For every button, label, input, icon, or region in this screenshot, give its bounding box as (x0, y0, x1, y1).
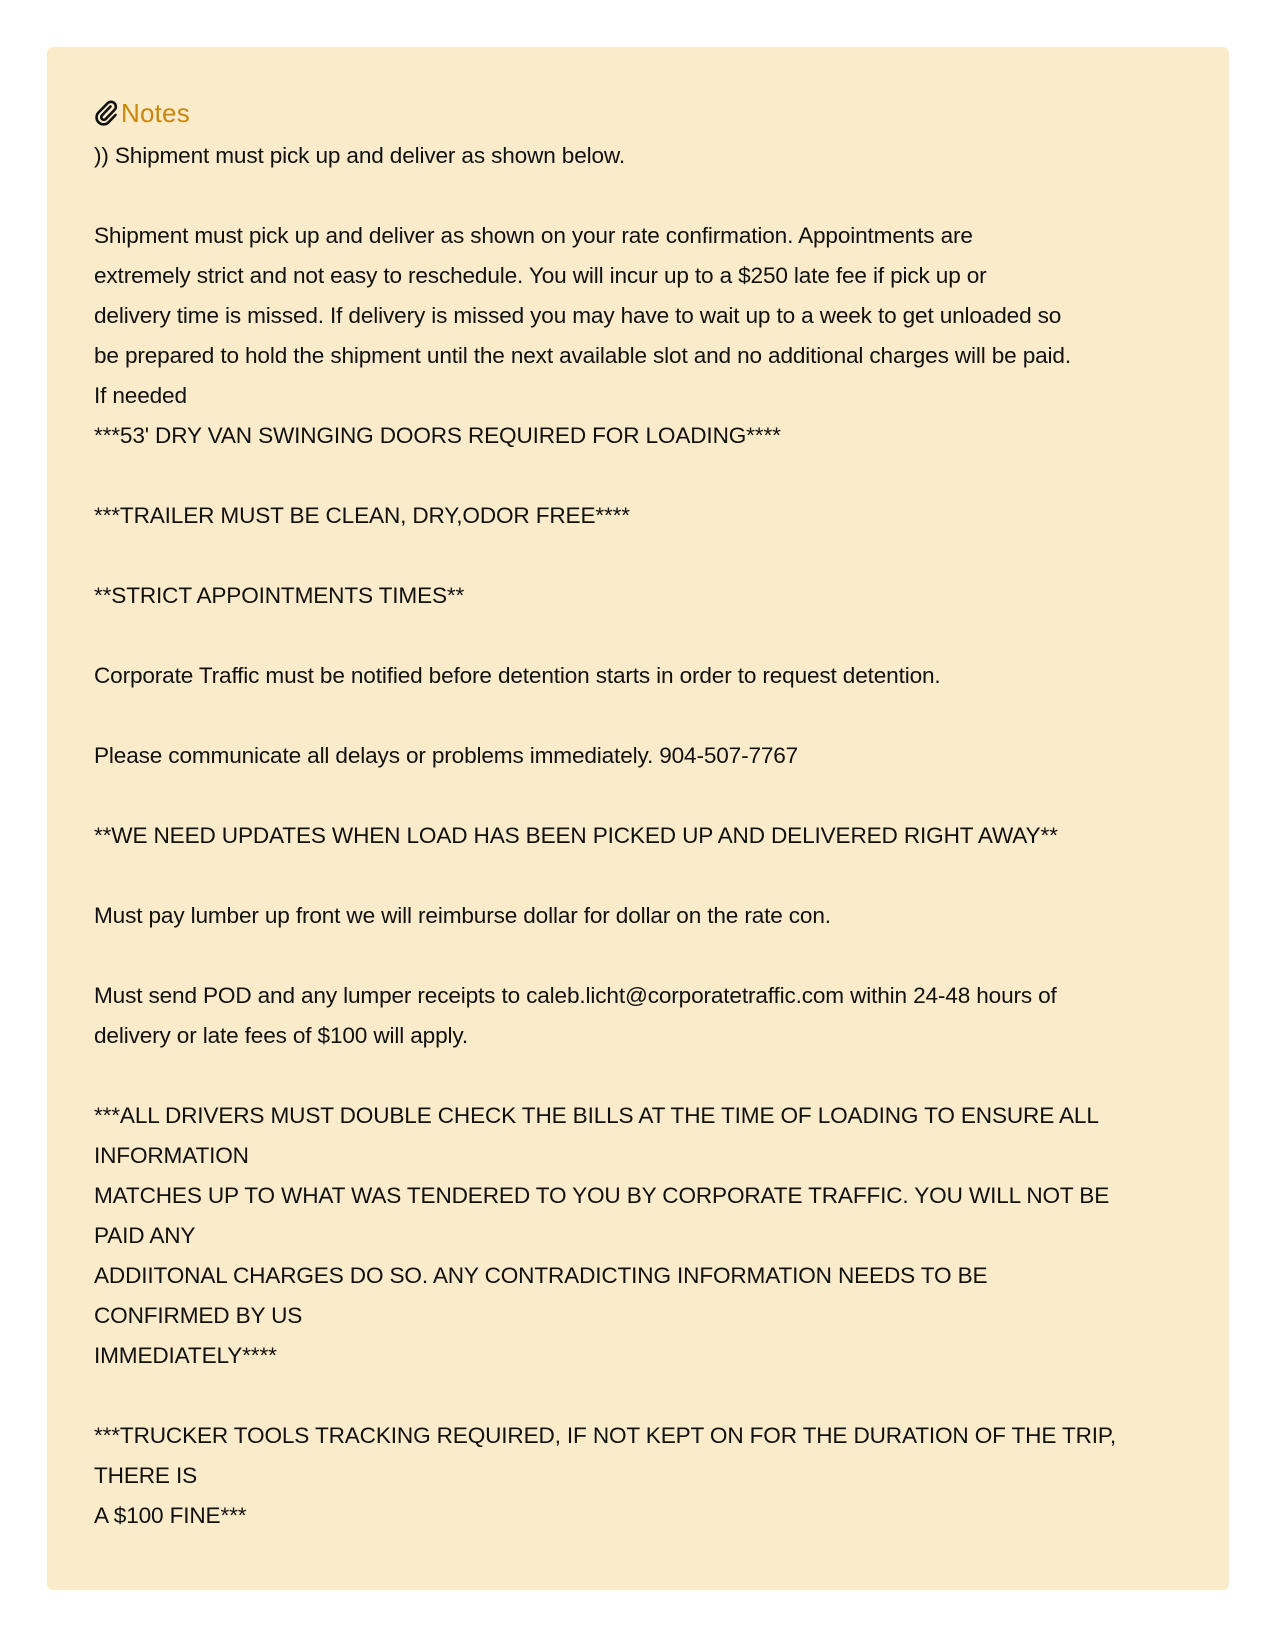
note-line: ***ALL DRIVERS MUST DOUBLE CHECK THE BILLS AT THE TIME OF LOADING TO ENSURE ALL (94, 1103, 1099, 1128)
note-line: ***TRAILER MUST BE CLEAN, DRY,ODOR FREE**** (94, 503, 630, 528)
blank-line (94, 176, 1182, 216)
note-line: **STRICT APPOINTMENTS TIMES** (94, 583, 465, 608)
note-line: delivery time is missed. If delivery is missed you may have to wait up to a week to get unloaded so (94, 303, 1062, 328)
note-line: Please communicate all delays or problems immediately. 904-507-7767 (94, 743, 799, 768)
blank-line (94, 456, 1182, 496)
blank-line (94, 856, 1182, 896)
note-line: Shipment must pick up and deliver as shown on your rate confirmation. Appointments are (94, 223, 973, 248)
note-line: be prepared to hold the shipment until the next available slot and no additional charges will be paid. (94, 343, 1071, 368)
blank-line (94, 1376, 1182, 1416)
note-line: delivery or late fees of $100 will apply. (94, 1023, 468, 1048)
notes-header (94, 93, 1182, 133)
note-line: Corporate Traffic must be notified before detention starts in order to request detention. (94, 663, 941, 688)
note-line: Must send POD and any lumper receipts to caleb.licht@corporatetraffic.com within 24-48 hours of (94, 983, 1057, 1008)
note-line: ADDIITONAL CHARGES DO SO. ANY CONTRADICTING INFORMATION NEEDS TO BE (94, 1263, 988, 1288)
notes-title: Notes (121, 97, 190, 128)
blank-line (94, 936, 1182, 976)
note-line: IMMEDIATELY**** (94, 1343, 277, 1368)
blank-line (94, 536, 1182, 576)
blank-line (94, 1056, 1182, 1096)
note-line: ***53' DRY VAN SWINGING DOORS REQUIRED FOR LOADING**** (94, 423, 781, 448)
notes-body (94, 136, 1182, 1536)
note-line: CONFIRMED BY US (94, 1303, 303, 1328)
note-line: MATCHES UP TO WHAT WAS TENDERED TO YOU BY CORPORATE TRAFFIC. YOU WILL NOT BE (94, 1183, 1110, 1208)
paperclip-icon (94, 100, 118, 126)
blank-line (94, 616, 1182, 656)
note-line: INFORMATION (94, 1143, 249, 1168)
note-line: If needed (94, 383, 187, 408)
notes-card (47, 47, 1229, 1590)
note-line: ***TRUCKER TOOLS TRACKING REQUIRED, IF NOT KEPT ON FOR THE DURATION OF THE TRIP, (94, 1423, 1117, 1448)
note-line: extremely strict and not easy to reschedule. You will incur up to a $250 late fee if pick up or (94, 263, 987, 288)
blank-line (94, 696, 1182, 736)
note-line: Must pay lumber up front we will reimburse dollar for dollar on the rate con. (94, 903, 831, 928)
blank-line (94, 776, 1182, 816)
note-line: A $100 FINE*** (94, 1503, 247, 1528)
note-line: )) Shipment must pick up and deliver as shown below. (94, 143, 625, 168)
note-line: **WE NEED UPDATES WHEN LOAD HAS BEEN PICKED UP AND DELIVERED RIGHT AWAY** (94, 823, 1058, 848)
note-line: THERE IS (94, 1463, 197, 1488)
note-line: PAID ANY (94, 1223, 196, 1248)
